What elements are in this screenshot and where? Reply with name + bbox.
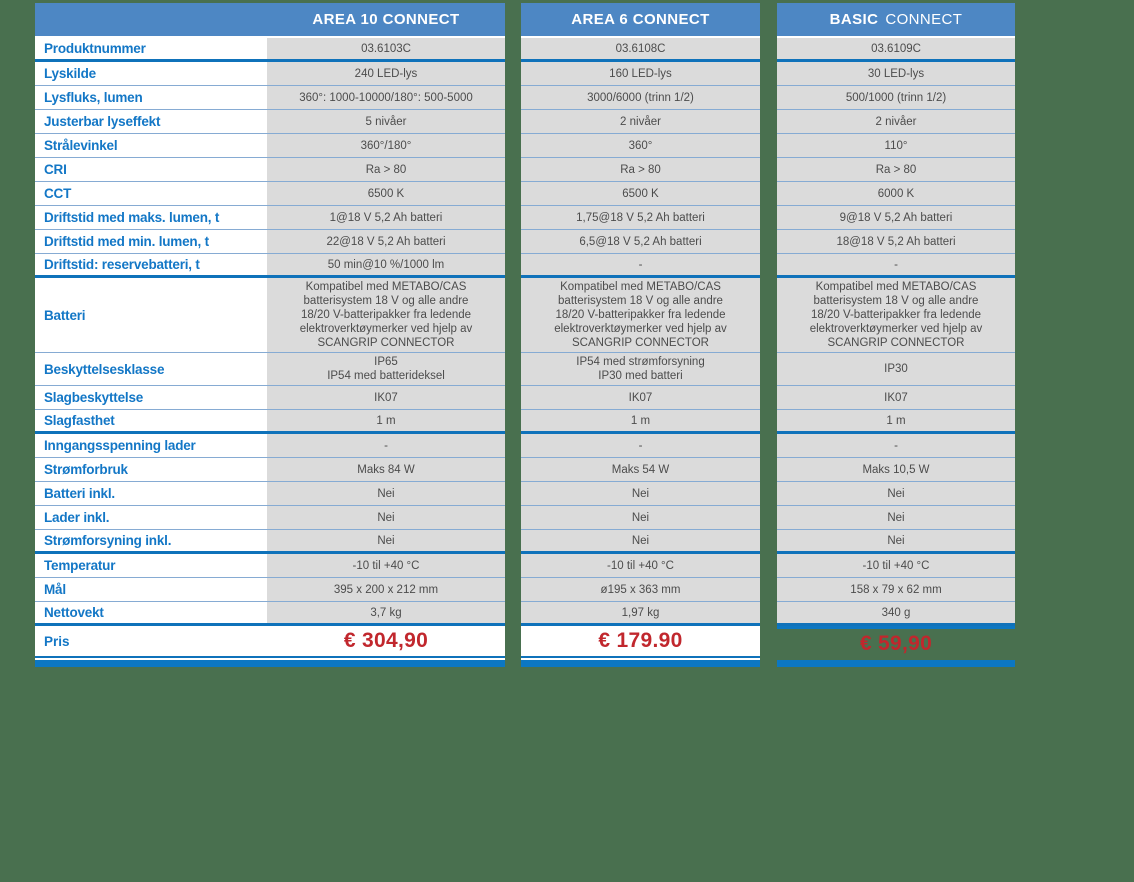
row-value-area-10-connect: Nei (267, 506, 505, 530)
row-value-area-6-connect: IP54 med strømforsyning IP30 med batteri (521, 353, 760, 386)
row-value-area-6-connect: - (521, 254, 760, 278)
row-value-basic-connect: - (777, 434, 1015, 458)
row-value-basic-connect: 6000 K (777, 182, 1015, 206)
row-value-basic-connect: Kompatibel med METABO/CAS batterisystem 18 V og alle andre 18/20 V-batteripakker fra ledende elektroverktøymerker ved hjelp av SCANGRIP CONNECTOR (777, 278, 1015, 353)
column-gap (505, 230, 521, 254)
row-label: Batteri (35, 278, 267, 353)
row-label: Inngangsspenning lader (35, 434, 267, 458)
row-label: Slagfasthet (35, 410, 267, 434)
row-value-area-10-connect: 03.6103C (267, 38, 505, 62)
column-header-basic-connect (777, 3, 1015, 38)
column-gap (760, 182, 777, 206)
column-gap (760, 530, 777, 554)
column-gap (505, 62, 521, 86)
column-gap (760, 86, 777, 110)
column-gap (505, 482, 521, 506)
column-gap (505, 278, 521, 353)
price-area-10-connect: € 304,90 (267, 626, 505, 658)
row-value-area-10-connect: 5 nivåer (267, 110, 505, 134)
row-label: Batteri inkl. (35, 482, 267, 506)
row-label: Strålevinkel (35, 134, 267, 158)
column-gap (505, 206, 521, 230)
row-value-area-10-connect: 50 min@10 %/1000 lm (267, 254, 505, 278)
column-header-area-6-connect (521, 3, 760, 38)
row-label: Strømforsyning inkl. (35, 530, 267, 554)
column-header-area-10-connect (35, 3, 505, 38)
column-gap (505, 386, 521, 410)
row-value-basic-connect: Nei (777, 482, 1015, 506)
column-gap (505, 158, 521, 182)
column-gap (760, 386, 777, 410)
column-gap (505, 182, 521, 206)
column-gap (505, 626, 521, 658)
row-value-area-6-connect: - (521, 434, 760, 458)
row-value-area-10-connect: 360°: 1000-10000/180°: 500-5000 (267, 86, 505, 110)
column-gap (760, 554, 777, 578)
row-value-area-10-connect: 3,7 kg (267, 602, 505, 626)
row-value-area-6-connect: 1,97 kg (521, 602, 760, 626)
column-gap (505, 86, 521, 110)
row-value-area-6-connect: IK07 (521, 386, 760, 410)
price-section (35, 626, 1134, 667)
column-gap (505, 134, 521, 158)
row-value-area-10-connect: 22@18 V 5,2 Ah batteri (267, 230, 505, 254)
header-primary-text: AREA 10 CONNECT (312, 11, 460, 28)
row-value-area-6-connect: 2 nivåer (521, 110, 760, 134)
bottom-bar-block-3 (777, 658, 1015, 667)
row-value-area-6-connect: Nei (521, 506, 760, 530)
column-gap (760, 62, 777, 86)
row-label: Lysfluks, lumen (35, 86, 267, 110)
row-value-basic-connect: - (777, 254, 1015, 278)
price-area-6-connect: € 179.90 (521, 626, 760, 658)
column-gap (505, 578, 521, 602)
column-gap (505, 353, 521, 386)
row-label: Driftstid med min. lumen, t (35, 230, 267, 254)
column-gap (760, 434, 777, 458)
row-value-area-10-connect: 395 x 200 x 212 mm (267, 578, 505, 602)
bottom-bar-block-1 (35, 658, 505, 667)
column-gap (760, 3, 777, 38)
column-gap (505, 434, 521, 458)
row-value-area-6-connect: ø195 x 363 mm (521, 578, 760, 602)
header-secondary-text: CONNECT (885, 11, 963, 28)
column-gap (760, 38, 777, 62)
column-gap (760, 458, 777, 482)
column-gap (760, 410, 777, 434)
row-value-area-10-connect: Ra > 80 (267, 158, 505, 182)
row-label: Lader inkl. (35, 506, 267, 530)
product-comparison-table (35, 3, 1134, 626)
row-label: Mål (35, 578, 267, 602)
row-label: Temperatur (35, 554, 267, 578)
row-value-basic-connect: 110° (777, 134, 1015, 158)
row-value-basic-connect: Ra > 80 (777, 158, 1015, 182)
price-basic-connect: € 59,90 (777, 626, 1015, 658)
column-gap (760, 506, 777, 530)
row-value-area-10-connect: 1@18 V 5,2 Ah batteri (267, 206, 505, 230)
row-value-area-6-connect: -10 til +40 °C (521, 554, 760, 578)
row-value-area-6-connect: Kompatibel med METABO/CAS batterisystem 18 V og alle andre 18/20 V-batteripakker fra ledende elektroverktøymerker ved hjelp av SCANGRIP CONNECTOR (521, 278, 760, 353)
row-value-basic-connect: Nei (777, 530, 1015, 554)
row-value-basic-connect: 158 x 79 x 62 mm (777, 578, 1015, 602)
row-value-area-6-connect: Maks 54 W (521, 458, 760, 482)
row-label: CCT (35, 182, 267, 206)
column-gap (760, 658, 777, 667)
column-gap (760, 134, 777, 158)
row-value-area-6-connect: Ra > 80 (521, 158, 760, 182)
row-value-area-6-connect: 360° (521, 134, 760, 158)
column-gap (760, 578, 777, 602)
row-value-basic-connect: -10 til +40 °C (777, 554, 1015, 578)
row-label: Beskyttelsesklasse (35, 353, 267, 386)
row-value-area-10-connect: -10 til +40 °C (267, 554, 505, 578)
row-value-basic-connect: IP30 (777, 353, 1015, 386)
row-value-area-10-connect: Nei (267, 482, 505, 506)
header-primary-text: AREA 6 CONNECT (571, 11, 710, 28)
column-gap (505, 458, 521, 482)
row-value-area-10-connect: Kompatibel med METABO/CAS batterisystem 18 V og alle andre 18/20 V-batteripakker fra ledende elektroverktøymerker ved hjelp av SCANGRIP CONNECTOR (267, 278, 505, 353)
row-value-area-6-connect: 3000/6000 (trinn 1/2) (521, 86, 760, 110)
row-label: Driftstid: reservebatteri, t (35, 254, 267, 278)
row-value-area-10-connect: IK07 (267, 386, 505, 410)
row-label: Driftstid med maks. lumen, t (35, 206, 267, 230)
row-label: Strømforbruk (35, 458, 267, 482)
column-gap (505, 554, 521, 578)
bottom-bar-block-2 (521, 658, 760, 667)
column-gap (505, 3, 521, 38)
row-label: Lyskilde (35, 62, 267, 86)
row-value-area-10-connect: - (267, 434, 505, 458)
column-gap (505, 254, 521, 278)
row-value-basic-connect: 2 nivåer (777, 110, 1015, 134)
column-gap (760, 110, 777, 134)
column-gap (505, 530, 521, 554)
row-value-area-6-connect: Nei (521, 482, 760, 506)
row-value-area-6-connect: Nei (521, 530, 760, 554)
row-value-area-10-connect: Nei (267, 530, 505, 554)
column-gap (760, 353, 777, 386)
row-value-area-10-connect: 6500 K (267, 182, 505, 206)
column-gap (760, 158, 777, 182)
column-gap (760, 278, 777, 353)
column-gap (760, 206, 777, 230)
row-value-basic-connect: Maks 10,5 W (777, 458, 1015, 482)
column-gap (505, 602, 521, 626)
row-value-area-6-connect: 6,5@18 V 5,2 Ah batteri (521, 230, 760, 254)
row-value-area-10-connect: IP65 IP54 med batterideksel (267, 353, 505, 386)
column-gap (760, 626, 777, 658)
row-value-basic-connect: 9@18 V 5,2 Ah batteri (777, 206, 1015, 230)
column-gap (505, 410, 521, 434)
row-value-area-10-connect: Maks 84 W (267, 458, 505, 482)
column-gap (760, 230, 777, 254)
row-label: CRI (35, 158, 267, 182)
row-label: Slagbeskyttelse (35, 386, 267, 410)
row-value-basic-connect: 1 m (777, 410, 1015, 434)
row-value-area-6-connect: 03.6108C (521, 38, 760, 62)
row-value-area-10-connect: 1 m (267, 410, 505, 434)
column-gap (505, 110, 521, 134)
row-label: Justerbar lyseffekt (35, 110, 267, 134)
price-row-label: Pris (35, 626, 267, 658)
row-value-area-6-connect: 1 m (521, 410, 760, 434)
row-label: Produktnummer (35, 38, 267, 62)
row-value-area-10-connect: 240 LED-lys (267, 62, 505, 86)
column-header-label (267, 3, 505, 36)
row-value-basic-connect: 18@18 V 5,2 Ah batteri (777, 230, 1015, 254)
header-primary-text: BASIC (829, 11, 879, 28)
row-value-basic-connect: 30 LED-lys (777, 62, 1015, 86)
row-value-basic-connect: 340 g (777, 602, 1015, 626)
row-value-area-6-connect: 6500 K (521, 182, 760, 206)
row-value-area-6-connect: 1,75@18 V 5,2 Ah batteri (521, 206, 760, 230)
column-gap (505, 658, 521, 667)
column-gap (760, 602, 777, 626)
row-value-basic-connect: 500/1000 (trinn 1/2) (777, 86, 1015, 110)
row-value-area-10-connect: 360°/180° (267, 134, 505, 158)
column-gap (505, 506, 521, 530)
row-label: Nettovekt (35, 602, 267, 626)
row-value-basic-connect: Nei (777, 506, 1015, 530)
row-value-area-6-connect: 160 LED-lys (521, 62, 760, 86)
row-value-basic-connect: IK07 (777, 386, 1015, 410)
column-gap (505, 38, 521, 62)
row-value-basic-connect: 03.6109C (777, 38, 1015, 62)
column-gap (760, 254, 777, 278)
column-gap (760, 482, 777, 506)
